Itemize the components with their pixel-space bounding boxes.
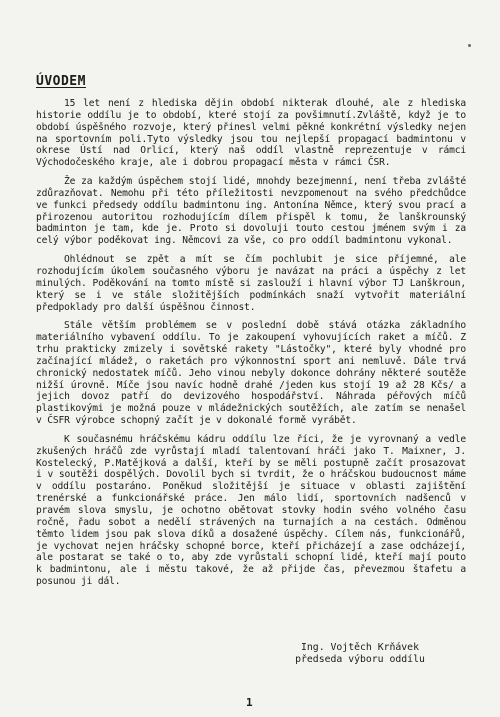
paragraph-4: Stále větším problémem se v poslední době stává otázka základního materiálního vybavení oddílu. To je zakoupení vyhovujících raket a míčů. Z trhu prakticky zmizely i sovětské rakety "Lástočky", které byly vhodné pro začínající mládež, o raketách pro výkonnostní sport ani nemluvě. Dále trvá chronický nedostatek míčů. Jeho vinou nebyly dokonce dohrány některé soutěže nižší úrovně. Míče jsou navíc hodně drahé /jeden kus stojí 19 až 28 Kčs/ a jejich dovoz patří do devizového hospodářství. Náhrada péřových míčů plastikovými je možná pouze v mládežnických soutěžích, ale zatím se nenašel v ČSFR výrobce schopný začít je v dokonalé formě vyrábět. <box>36 320 466 427</box>
scan-speck <box>468 44 471 47</box>
signature-block <box>260 642 460 666</box>
paragraph-1: 15 let není z hlediska dějin období nikterak dlouhé, ale z hlediska historie oddílu je to období, které stojí za povšimnutí.Zvláště, když je to období úspěšného rozvoje, který přinesl velmi pěkné konkrétní výsledky nejen na sportovním poli.Tyto výsledky jsou tou nejlepší propagací badmintonu v okrese Ústí nad Orlicí, který naš oddíl vlastně reprezentuje v rámci Východočeského kraje, ale i dobrou propagací města v rámci ČSR. <box>36 98 466 169</box>
body-text <box>36 98 466 595</box>
paragraph-3: Ohlédnout se zpět a mít se čím pochlubit je sice příjemné, ale rozhodujícím úkolem současného výboru je navázat na práci a úspěchy z let minulých. Poděkování na tomto místě si zaslouží i hlavní výbor TJ Lanškroun, který se i ve stále složitějších podmínkách snaží vytvořit materiální předpoklady pro další úspěšnou činnost. <box>36 254 466 313</box>
signature-title: předseda výboru oddílu <box>295 654 425 665</box>
page-number: 1 <box>246 696 253 709</box>
signature-name: Ing. Vojtěch Krňávek <box>301 642 419 653</box>
paragraph-2: Že za každým úspěchem stojí lidé, mnohdy bezejmenní, není třeba zvlášté zdůrazňovat. Nemohu při této příležitosti nevzpomenout na svého předchůdce ve funkci předsedy oddílu badmintonu ing. Antonína Němce, který svou prací a přirozenou autoritou rozhodujícím dílem přispěl k tomu, že lanškrounský badminton je tam, kde je. Proto si dovoluji touto cestou jménem svým i za celý výbor poděkovat ing. Němcovi za vše, co pro oddíl badmintonu vykonal. <box>36 176 466 247</box>
page-title: ÚVODEM <box>36 74 86 89</box>
paragraph-5: K současnému hráčskému kádru oddílu lze říci, že je vyrovnaný a vedle zkušených hráčů zde vyrůstají mladí talentovaní hráči jako T. Maixner, J. Kostelecký, P.Matějková a další, kteří by se měli postupně začít prosazovat i v soutěži dospělých. Dovolil bych si tvrdit, že o hráčskou budoucnost máme v oddílu postaráno. Poněkud složitější je situace v oblasti zajištění trenérské a funkcionářské práce. Jen málo lidí, sportovních nadšenců v pravém slova smyslu, je ochotno obětovat stovky hodin svého volného času ročně, řadu sobot a nedělí strávených na turnajích a na cestách. Odměnou těmto lidem jsou pak slova díků a dosažené úspěchy. Cílem nás, funkcionářů, je vychovat nejen hráčsky schopné borce, kteří přicházejí a zase odcházejí, ale postarat se také o to, aby zde vyrůstali schopní lidé, kteří mají pouto k badmintonu, ale i městu takové, že až přijde čas, převezmou štafetu a posunou ji dál. <box>36 433 466 588</box>
